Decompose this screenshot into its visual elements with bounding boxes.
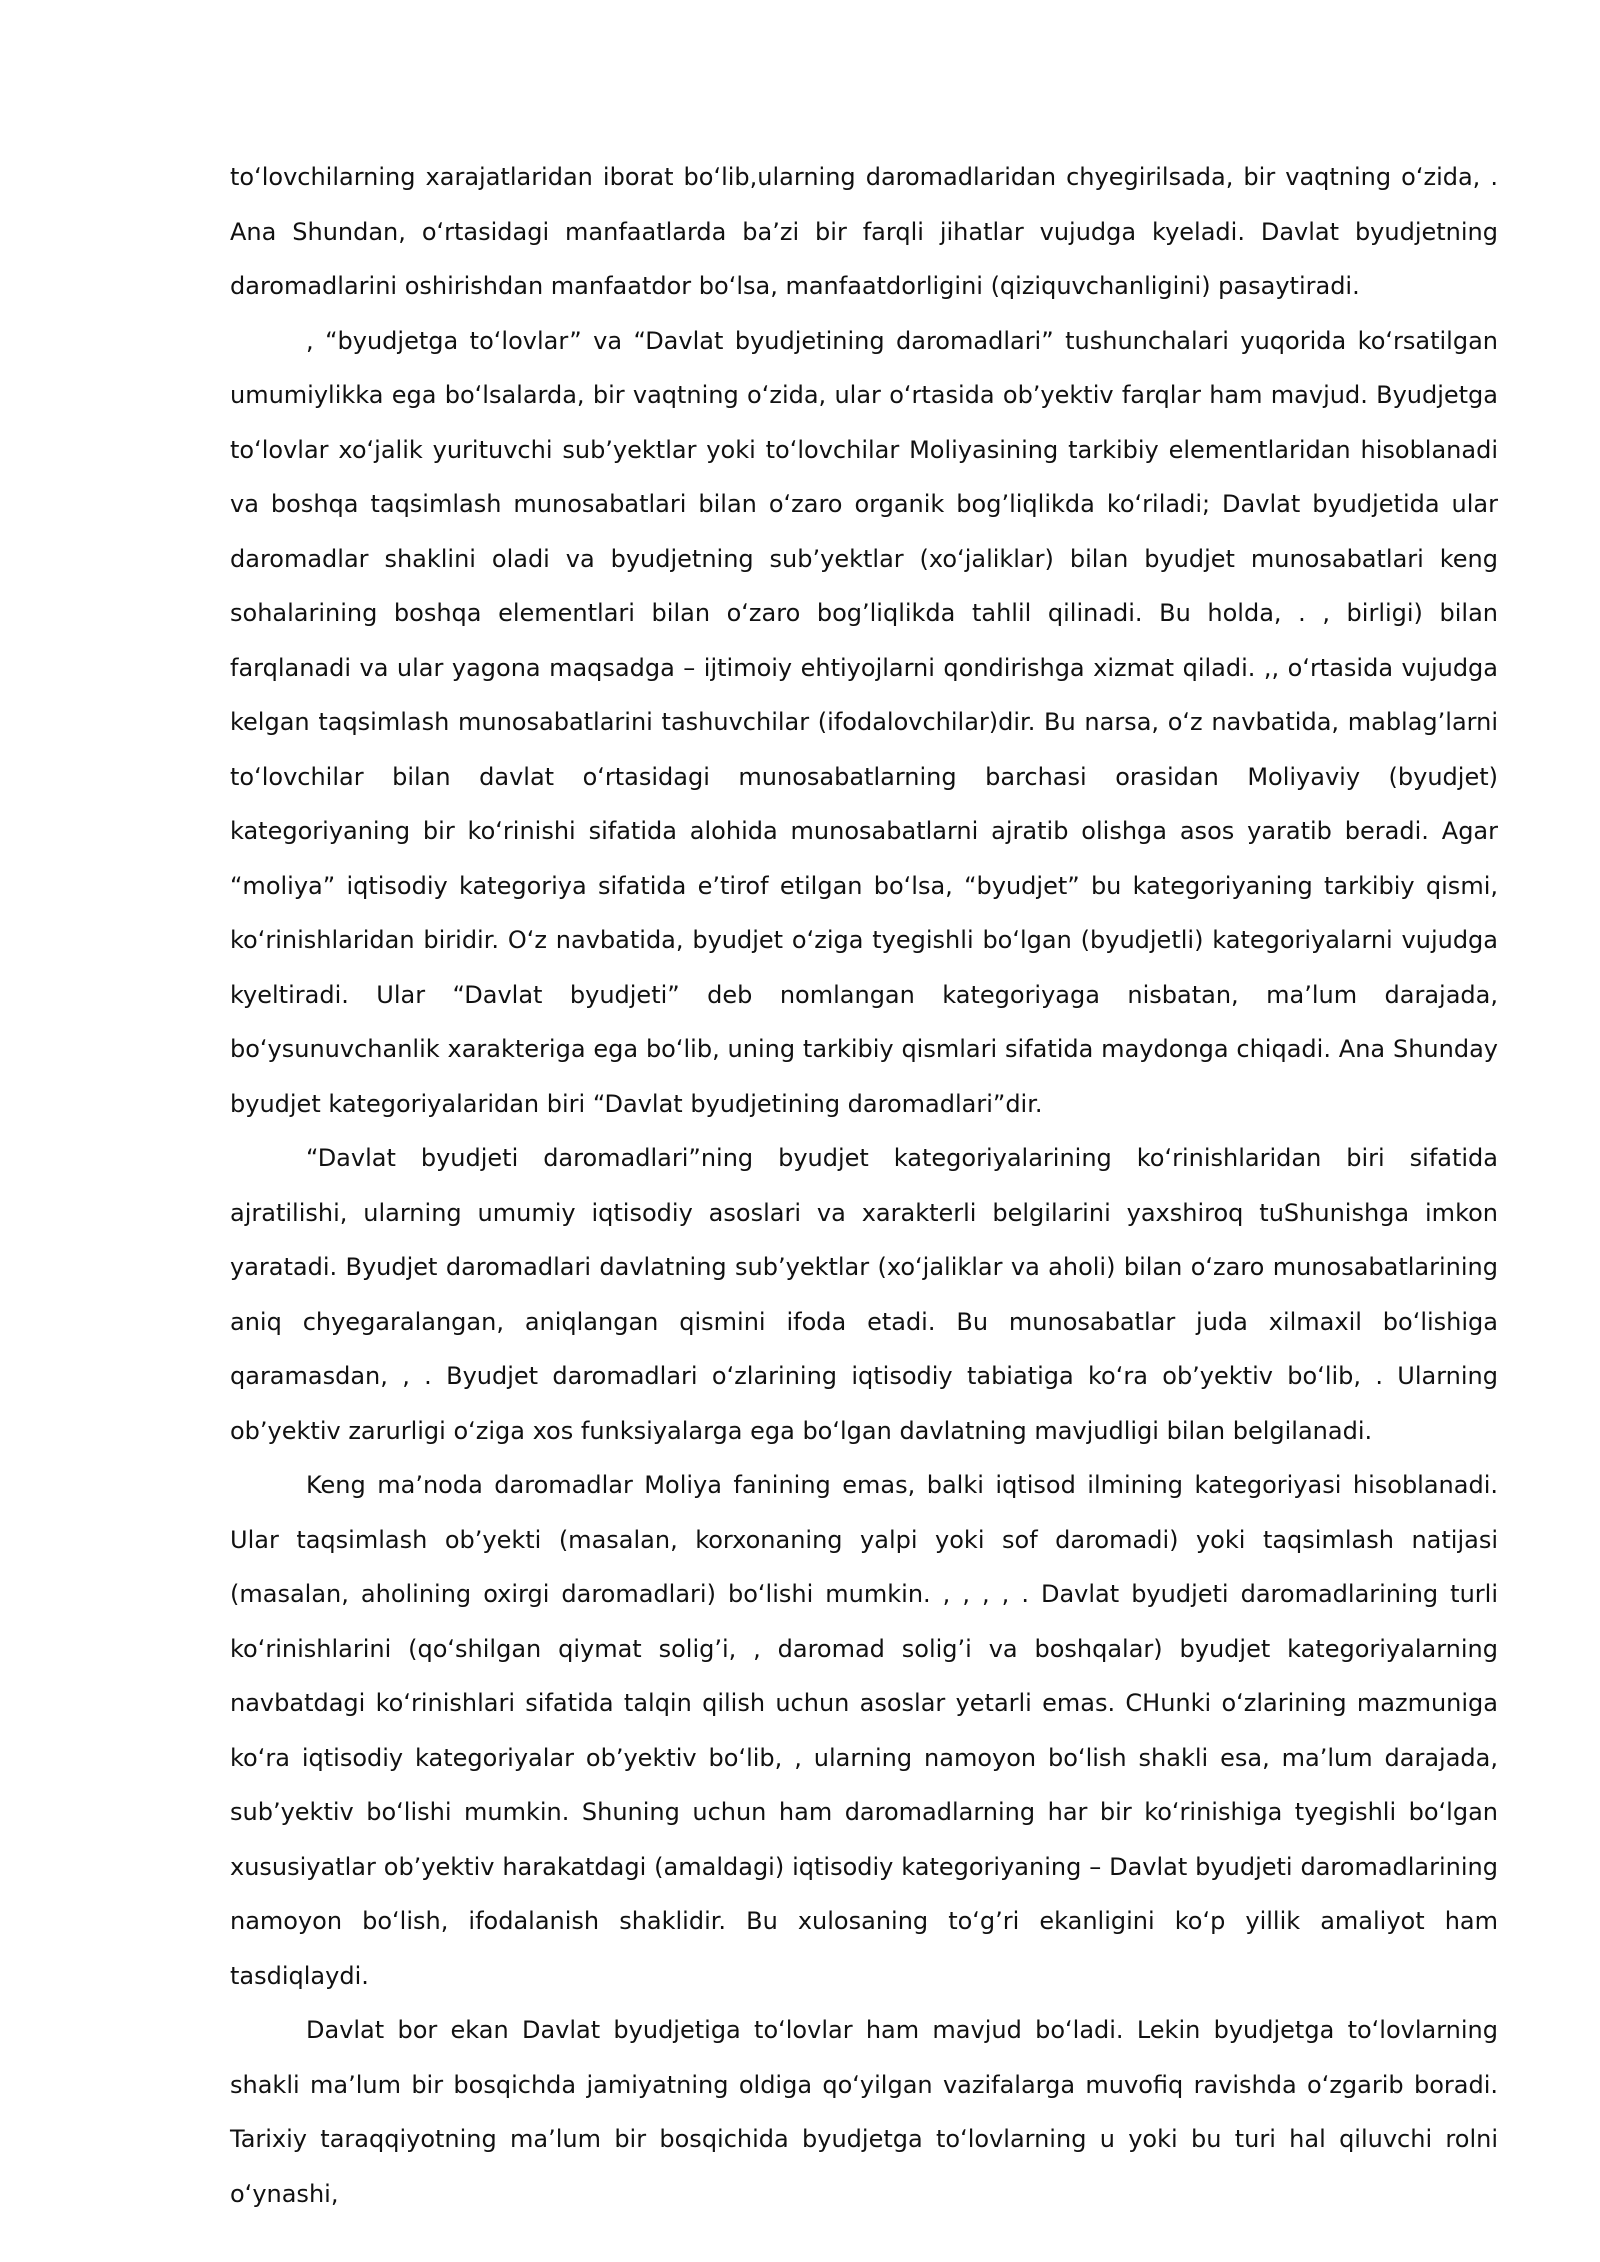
paragraph-1: toʻlovchilarning xarajatlaridan iborat boʻlib,ularning daromadlaridan chyegirilsada, bir vaqtning oʻzida, . Ana Shundan, oʻrtasidagi manfaatlarda baʼzi bir farqli jihatlar vujudga kyeladi. Davlat byudjetning daromadlarini oshirishdan manfaatdor boʻlsa, manfaatdorligini (qiziquvchanligini) pasaytiradi. [230, 163, 1498, 300]
paragraph-2: , “byudjetga toʻlovlar” va “Davlat byudjetining daromadlari” tushunchalari yuqorida koʻrsatilgan umumiylikka ega boʻlsalarda, bir vaqtning oʻzida, ular oʻrtasida obʼyektiv farqlar ham mavjud. Byudjetga toʻlovlar xoʻjalik yurituvchi subʼyektlar yoki toʻlovchilar Moliyasining tarkibiy elementlaridan hisoblanadi va boshqa taqsimlash munosabatlari bilan oʻzaro organik bogʼliqlikda koʻriladi; Davlat byudjetida ular daromadlar shaklini oladi va byudjetning subʼyektlar (xoʻjaliklar) bilan byudjet munosabatlari keng sohalarining boshqa elementlari bilan oʻzaro bogʼliqlikda tahlil qilinadi. Bu holda, . , birligi) bilan farqlanadi va ular yagona maqsadga – ijtimoiy ehtiyojlarni qondirishga xizmat qiladi. ,, oʻrtasida vujudga kelgan taqsimlash munosabatlarini tashuvchilar (ifodalovchilar)dir. Bu narsa, oʻz navbatida, mablagʼlarni toʻlovchilar bilan davlat oʻrtasidagi munosabatlarning barchasi orasidan Moliyaviy (byudjet) kategoriyaning bir koʻrinishi sifatida alohida munosabatlarni ajratib olishga asos yaratib beradi. Agar “moliya” iqtisodiy kategoriya sifatida eʼtirof etilgan boʻlsa, “byudjet” bu kategoriyaning tarkibiy qismi, koʻrinishlaridan biridir. Oʻz navbatida, byudjet oʻziga tyegishli boʻlgan (byudjetli) kategoriyalarni vujudga kyeltiradi. Ular “Davlat byudjeti” deb nomlangan kategoriyaga nisbatan, maʼlum darajada, boʻysunuvchanlik xarakteriga ega boʻlib, uning tarkibiy qismlari sifatida maydonga chiqadi. Ana Shunday byudjet kategoriyalaridan biri “Davlat byudjetining daromadlari”dir. [230, 326, 1498, 1118]
paragraph-5: Davlat bor ekan Davlat byudjetiga toʻlovlar ham mavjud boʻladi. Lekin byudjetga toʻlovlarning shakli maʼlum bir bosqichda jamiyatning oldiga qoʻyilgan vazifalarga muvofiq ravishda oʻzgarib boradi. Tarixiy taraqqiyotning maʼlum bir bosqichida byudjetga toʻlovlarning u yoki bu turi hal qiluvchi rolni oʻynashi, [230, 2016, 1498, 2208]
paragraph-3: “Davlat byudjeti daromadlari”ning byudjet kategoriyalarining koʻrinishlaridan biri sifatida ajratilishi, ularning umumiy iqtisodiy asoslari va xarakterli belgilarini yaxshiroq tuShunishga imkon yaratadi. Byudjet daromadlari davlatning subʼyektlar (xoʻjaliklar va aholi) bilan oʻzaro munosabatlarining aniq chyegaralangan, aniqlangan qismini ifoda etadi. Bu munosabatlar juda xilmaxil boʻlishiga qaramasdan, , . Byudjet daromadlari oʻzlarining iqtisodiy tabiatiga koʻra obʼyektiv boʻlib, . Ularning obʼyektiv zarurligi oʻziga xos funksiyalarga ega boʻlgan davlatning mavjudligi bilan belgilanadi. [230, 1144, 1498, 1445]
paragraph-4: Keng maʼnoda daromadlar Moliya fanining emas, balki iqtisod ilmining kategoriyasi hisoblanadi. Ular taqsimlash obʼyekti (masalan, korxonaning yalpi yoki sof daromadi) yoki taqsimlash natijasi (masalan, aholining oxirgi daromadlari) boʻlishi mumkin. , , , , . Davlat byudjeti daromadlarining turli koʻrinishlarini (qoʻshilgan qiymat soligʼi, , daromad soligʼi va boshqalar) byudjet kategoriyalarning navbatdagi koʻrinishlari sifatida talqin qilish uchun asoslar yetarli emas. CHunki oʻzlarining mazmuniga koʻra iqtisodiy kategoriyalar obʼyektiv boʻlib, , ularning namoyon boʻlish shakli esa, maʼlum darajada, subʼyektiv boʻlishi mumkin. Shuning uchun ham daromadlarning har bir koʻrinishiga tyegishli boʻlgan xususiyatlar obʼyektiv harakatdagi (amaldagi) iqtisodiy kategoriyaning – Davlat byudjeti daromadlarining namoyon boʻlish, ifodalanish shaklidir. Bu xulosaning toʻgʼri ekanligini koʻp yillik amaliyot ham tasdiqlaydi. [230, 1471, 1498, 1990]
document-page [230, 150, 1498, 2221]
